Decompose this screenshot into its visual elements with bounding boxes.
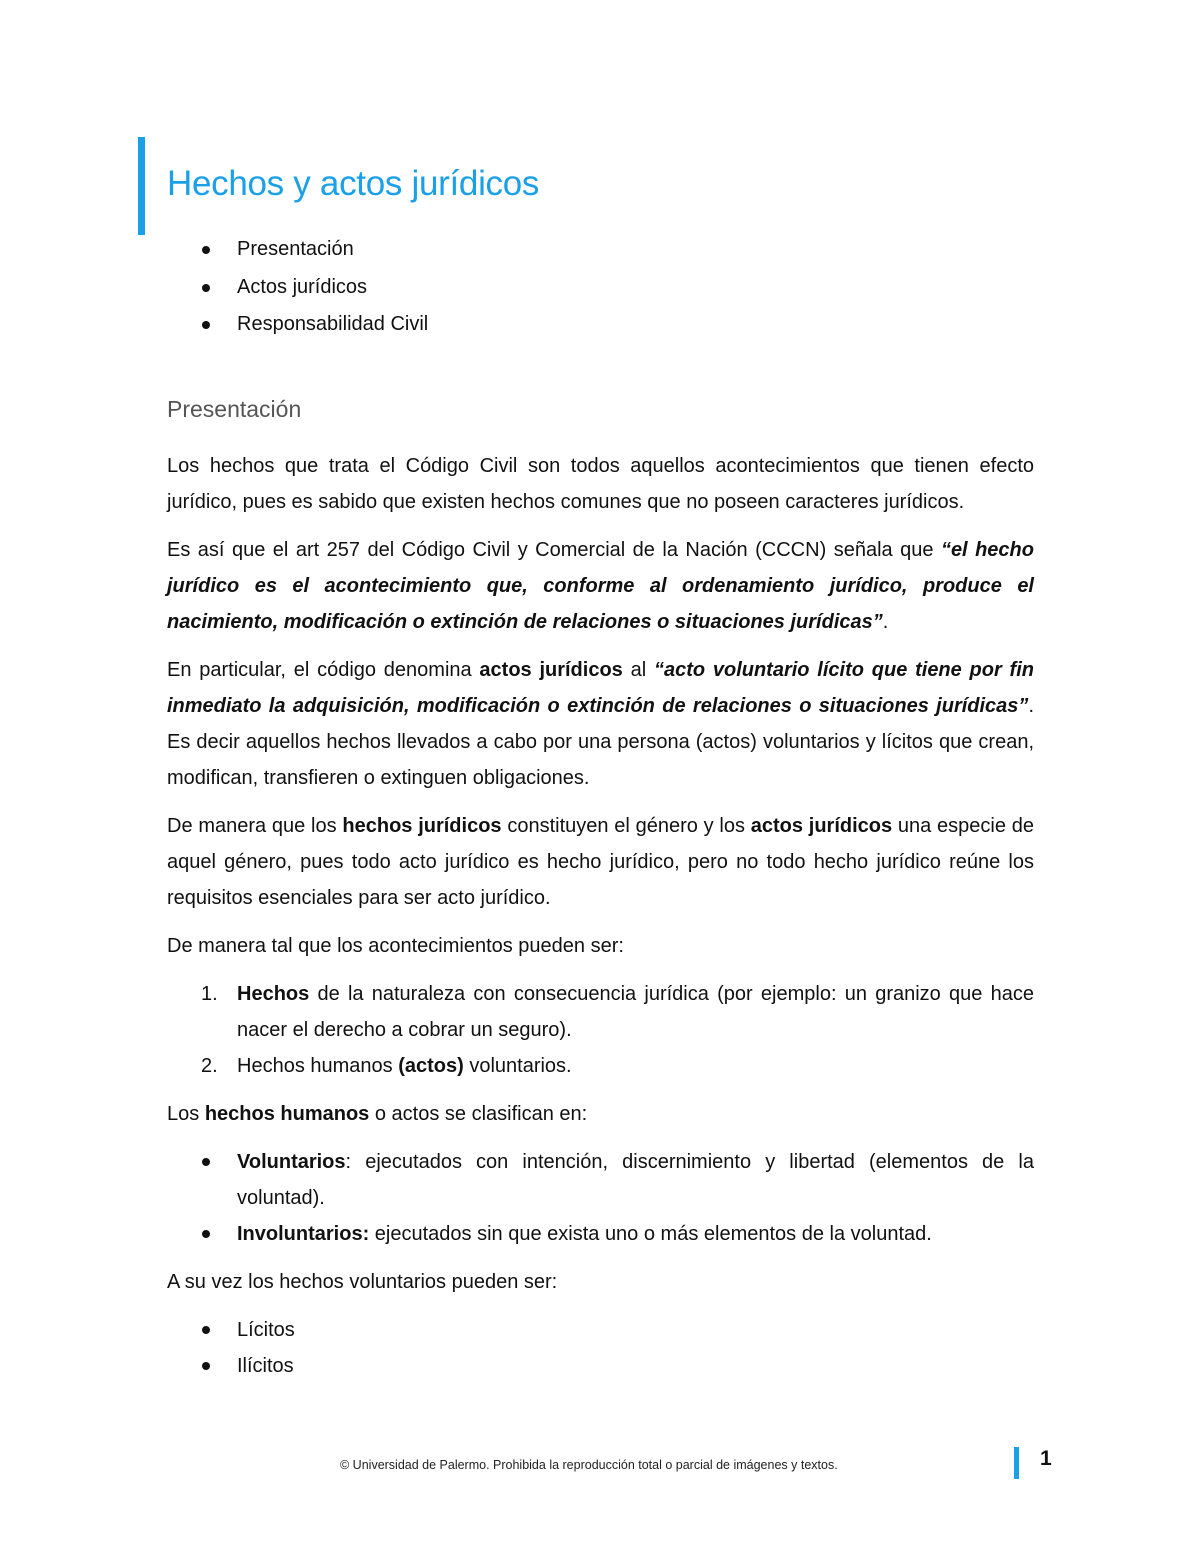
voluntary-acts-list [167,1312,1034,1384]
acts-classification-list [167,1144,1034,1252]
paragraph-4-text-a: De manera que los [167,815,343,837]
paragraph-7: A su vez los hechos voluntarios pueden ser: [167,1271,558,1293]
table-of-contents [200,236,428,349]
list-item-bold: Voluntarios [237,1151,346,1173]
paragraph-3-text-d: . Es decir aquellos hechos llevados a cabo por una persona (actos) voluntarios y lícitos que crean, modifican, transfieren o extinguen obligaciones. [167,695,1034,789]
list-item [167,1216,1034,1252]
paragraph-3-bold: actos jurídicos [479,659,623,681]
footer-copyright: © Universidad de Palermo. Prohibida la reproducción total o parcial de imágenes y textos. [340,1458,838,1472]
toc-item-actos-juridicos: Actos jurídicos [200,274,428,312]
list-number: 2. [201,1055,218,1077]
paragraph-6-bold: hechos humanos [204,1103,370,1125]
paragraph-4-text-c: constituyen el género y los [501,815,751,837]
page-number: 1 [1040,1447,1052,1470]
list-item-text: : ejecutados con intención, discernimiento y libertad (elementos de la voluntad). [237,1151,1034,1209]
list-item [167,1048,1034,1084]
paragraph-1: Los hechos que trata el Código Civil son todos aquellos acontecimientos que tienen efecto jurídico, pues es sabido que existen hechos comunes que no poseen caracteres jurídicos. [167,455,1034,513]
paragraph-4-bold-b: hechos jurídicos [342,815,502,837]
paragraph-6 [167,1096,1034,1132]
list-item [167,1144,1034,1216]
footer-accent-bar [1014,1447,1019,1479]
events-ordered-list [167,976,1034,1084]
list-item-text: Hechos humanos [237,1055,399,1077]
title-accent-bar [138,137,145,235]
paragraph-2-quote: “el hecho jurídico es el acontecimiento que, conforme al ordenamiento jurídico, produce el nacimiento, modificación o extinción de relaciones o situaciones jurídicas” [167,539,1034,633]
list-item-bold: (actos) [398,1055,464,1077]
paragraph-2 [167,532,1034,640]
toc-item-presentacion: Presentación [200,236,428,274]
toc-item-responsabilidad-civil: Responsabilidad Civil [200,311,428,349]
list-number: 1. [201,983,218,1005]
list-item [167,976,1034,1048]
list-item-bold: Involuntarios: [237,1223,370,1245]
paragraph-2-end: . [882,611,889,633]
paragraph-4-bold-d: actos jurídicos [750,815,893,837]
list-item: Lícitos [167,1312,1034,1348]
page-title: Hechos y actos jurídicos [167,164,540,203]
section-heading: Presentación [167,396,302,422]
paragraph-6-text-a: Los [167,1103,205,1125]
paragraph-3 [167,652,1034,796]
list-item-text: voluntarios. [463,1055,572,1077]
paragraph-5: De manera tal que los acontecimientos pueden ser: [167,935,624,957]
list-item-bold: Hechos [237,983,310,1005]
paragraph-6-text: o actos se clasifican en: [369,1103,588,1125]
paragraph-2-intro: Es así que el art 257 del Código Civil y Comercial de la Nación (CCCN) señala que [167,539,941,561]
paragraph-3-text-c: al [622,659,654,681]
list-item: Ilícitos [167,1348,1034,1384]
list-item-text: de la naturaleza con consecuencia jurídica (por ejemplo: un granizo que hace nacer el derecho a cobrar un seguro). [237,983,1034,1041]
paragraph-4-text-e: una especie de aquel género, pues todo acto jurídico es hecho jurídico, pero no todo hecho jurídico reúne los requisitos esenciales para ser acto jurídico. [167,815,1034,909]
document-body [167,448,1034,1396]
paragraph-3-text-a: En particular, el código denomina [167,659,480,681]
paragraph-4 [167,808,1034,916]
list-item-text: ejecutados sin que exista uno o más elementos de la voluntad. [369,1223,932,1245]
paragraph-3-quote: “acto voluntario lícito que tiene por fin inmediato la adquisición, modificación o extinción de relaciones o situaciones jurídicas” [167,659,1034,717]
